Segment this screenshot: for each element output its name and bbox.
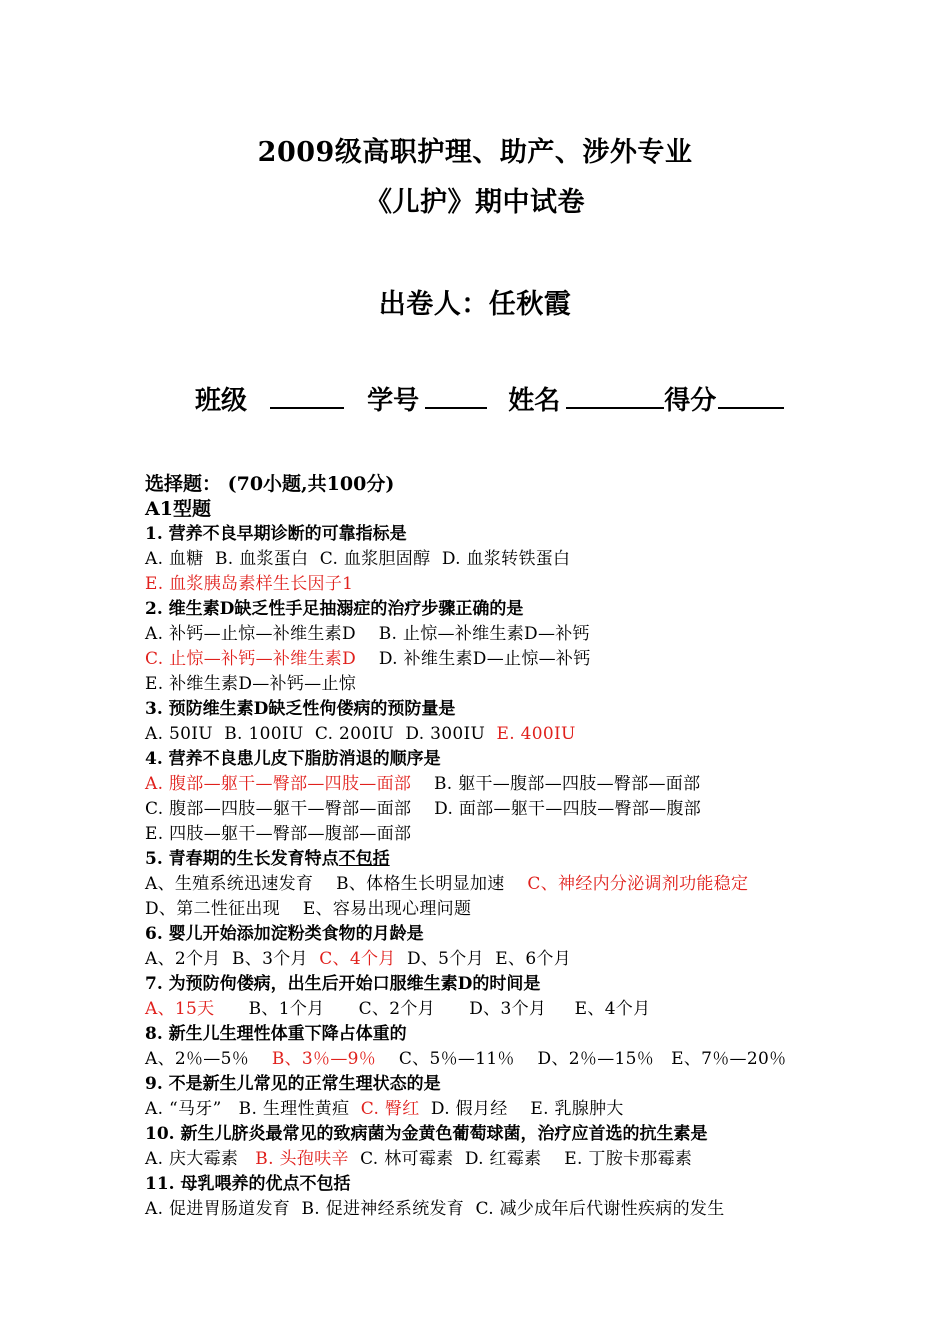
question-type-heading: A1型题 [145,498,211,520]
question-text: 为预防佝偻病，出生后开始口服维生素D的时间是 [168,974,541,994]
answer-options-line [145,797,865,822]
question-number: 7. [145,974,169,994]
correct-answer-option: C、神经内分泌调剂功能稳定 [527,874,749,894]
answer-options-line [145,897,865,922]
question-number: 9. [145,1074,169,1094]
answer-option: D、5个月 E、6个月 [395,949,572,969]
answer-options-line [145,997,865,1022]
question-text: 新生儿脐炎最常见的致病菌为金黄色葡萄球菌，治疗应首选的抗生素是 [180,1124,708,1144]
correct-answer-option: A. 腹部—躯干—臀部—四肢—面部 [145,774,412,794]
answer-options-line [145,672,865,697]
question-text: 母乳喂养的优点不包括 [180,1174,351,1194]
question-stem [145,847,865,872]
answer-option: C. 林可霉素 D. 红霉素 E. 丁胺卡那霉素 [348,1149,693,1169]
answer-option: A. 50IU B. 100IU C. 200IU D. 300IU [145,724,497,744]
answer-option: D. 补维生素D—止惊—补钙 [356,649,591,669]
exam-author: 出卷人：任秋霞 [378,289,572,320]
answer-option: D. 假月经 E. 乳腺肿大 [419,1099,624,1119]
correct-answer-option: C. 臀红 [360,1099,420,1119]
answer-option: C. 腹部—四肢—躯干—臀部—面部 D. 面部—躯干—四肢—臀部—腹部 [145,799,702,819]
question-number: 3. [145,699,169,719]
correct-answer-option: E. 血浆胰岛素样生长因子1 [145,574,354,594]
question-number: 2. [145,599,169,619]
answer-options-line [145,1097,865,1122]
question-text: 预防维生素D缺乏性佝偻病的预防量是 [168,699,456,719]
question-number: 1. [145,524,169,544]
answer-options-line [145,547,865,572]
question-number: 10. [145,1124,181,1144]
question-number: 5. [145,849,169,869]
student-id-blank[interactable] [425,381,487,409]
question-stem [145,697,865,722]
answer-options-line [145,1047,865,1072]
answer-options-line [145,722,865,747]
answer-option: A. 血糖 B. 血浆蛋白 C. 血浆胆固醇 D. 血浆转铁蛋白 [145,549,571,569]
answer-option: A、2个月 B、3个月 [145,949,320,969]
question-text: 营养不良早期诊断的可靠指标是 [168,524,407,544]
answer-options-line [145,1197,865,1222]
answer-options-line [145,947,865,972]
correct-answer-option: A、15天 [145,999,215,1019]
answer-options-line [145,1147,865,1172]
correct-answer-option: C. 止惊—补钙—补维生素D [145,649,357,669]
question-stem [145,1072,865,1097]
answer-option: B、1个月 C、2个月 D、3个月 E、4个月 [214,999,651,1019]
question-text: 新生儿生理性体重下降占体重的 [168,1024,407,1044]
class-label: 班级 [195,386,248,416]
question-stem [145,1122,865,1147]
question-stem [145,972,865,997]
answer-option: A、生殖系统迅速发育 B、体格生长明显加速 [145,874,528,894]
correct-answer-option: C、4个月 [319,949,396,969]
name-label: 姓名 [508,386,561,416]
score-blank[interactable] [718,381,784,409]
question-stem [145,1172,865,1197]
question-stem [145,747,865,772]
correct-answer-option: E. 400IU [496,724,576,744]
question-stem [145,922,865,947]
question-number: 6. [145,924,169,944]
answer-option: B. 躯干—腹部—四肢—臀部—面部 [411,774,701,794]
answer-options-line [145,572,865,597]
name-blank[interactable] [566,381,664,409]
question-number: 11. [145,1174,181,1194]
answer-option: A. “马牙” B. 生理性黄疸 [145,1099,361,1119]
answer-options-line [145,772,865,797]
exam-title-line1: 2009级高职护理、助产、涉外专业 [257,137,693,168]
answer-option: A. 促进胃肠道发育 B. 促进神经系统发育 C. 减少成年后代谢性疾病的发生 [145,1199,725,1219]
correct-answer-option: B. 头孢呋辛 [255,1149,349,1169]
question-text: 婴儿开始添加淀粉类食物的月龄是 [168,924,424,944]
student-id-label: 学号 [367,386,420,416]
class-blank[interactable] [270,381,344,409]
question-text: 不是新生儿常见的正常生理状态的是 [168,1074,441,1094]
answer-options-line [145,872,865,897]
question-stem [145,522,865,547]
question-stem [145,597,865,622]
answer-option: A. 庆大霉素 [145,1149,256,1169]
question-number: 8. [145,1024,169,1044]
question-text: 维生素D缺乏性手足抽溺症的治疗步骤正确的是 [168,599,524,619]
question-number: 4. [145,749,169,769]
answer-option: A、2％—5％ [145,1049,272,1069]
answer-option: D、第二性征出现 E、容易出现心理问题 [145,899,472,919]
question-stem [145,1022,865,1047]
question-section [145,472,865,1222]
question-text: 青春期的生长发育特点 [168,849,339,869]
answer-options-line [145,622,865,647]
answer-option: A. 补钙—止惊—补维生素D B. 止惊—补维生素D—补钙 [145,624,590,644]
student-info-row [195,380,790,417]
exam-title-line2: 《儿护》期中试卷 [365,187,585,218]
section-heading: 选择题： (70小题,共100分) [145,473,395,495]
question-text: 营养不良患儿皮下脂肪消退的顺序是 [168,749,441,769]
score-label: 得分 [664,386,717,416]
answer-option: E. 补维生素D—补钙—止惊 [145,674,357,694]
answer-option: E. 四肢—躯干—臀部—腹部—面部 [145,824,412,844]
answer-options-line [145,822,865,847]
correct-answer-option: B、3％—9％ [271,1049,377,1069]
answer-option: C、5％—11％ D、2％—15％ E、7％—20％ [376,1049,787,1069]
question-text-emphasis: 不包括 [338,849,390,869]
answer-options-line [145,647,865,672]
